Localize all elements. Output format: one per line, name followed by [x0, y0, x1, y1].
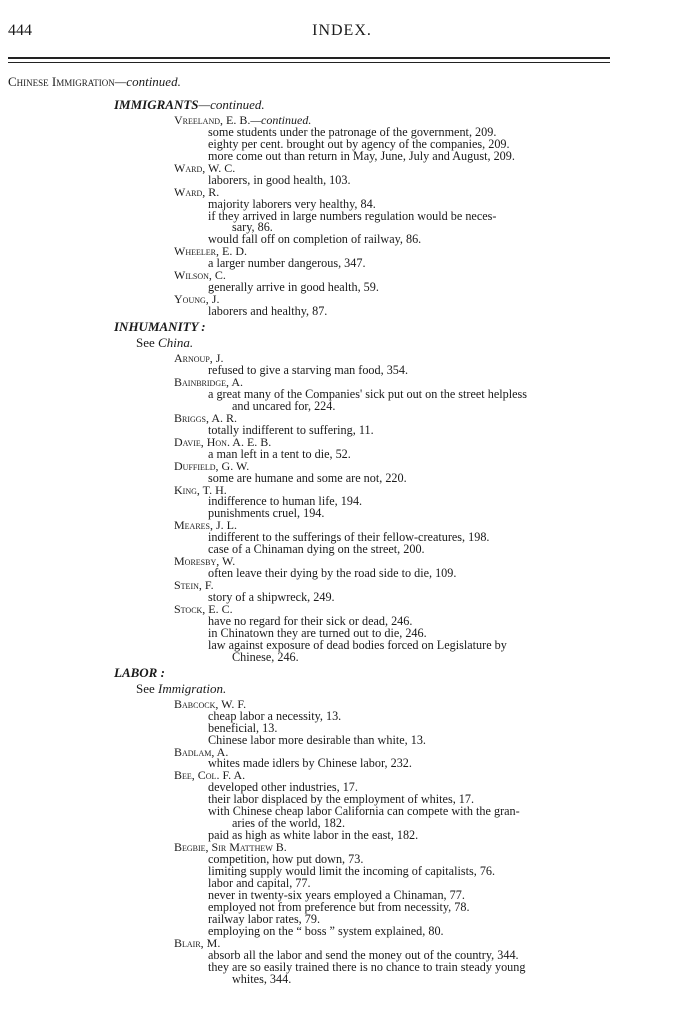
entry-item: limiting supply would limit the incoming of capitalists, 76.	[208, 864, 496, 879]
entry-item: paid as high as white labor in the east, 182.	[208, 828, 419, 843]
page-number: 444	[8, 22, 32, 39]
entry-item: they are so easily trained there is no chance to train steady young	[208, 959, 526, 974]
entry-item: railway labor rates, 79.	[208, 911, 321, 926]
entry-name: Duffield, G. W.	[174, 458, 250, 473]
main-heading: Chinese Immigration—continued.	[8, 74, 181, 89]
entry-name: Blair, M.	[174, 935, 221, 950]
entry-item: would fall off on completion of railway, 86.	[208, 232, 422, 247]
entry-name: Davie, Hon. A. E. B.	[174, 434, 272, 449]
entry-item-cont: whites, 344.	[232, 971, 292, 986]
entry-item: with Chinese cheap labor California can compete with the gran-	[208, 804, 520, 819]
header-rule-thin	[8, 62, 610, 63]
entry-name: Begbie, Sir Matthew B.	[174, 840, 287, 855]
see-reference: See Immigration.	[136, 680, 227, 696]
entry-item: indifferent to the sufferings of their fellow-creatures, 198.	[208, 530, 490, 545]
entry-name: Badlam, A.	[174, 744, 229, 759]
entry-name: Ward, W. C.	[174, 160, 236, 175]
subheading-labor: LABOR :	[114, 664, 165, 680]
entry-item: cheap labor a necessity, 13.	[208, 708, 342, 723]
entry-item: Chinese labor more desirable than white, 13.	[208, 732, 426, 747]
entry-name: Young, J.	[174, 292, 220, 307]
entry-item: a larger number dangerous, 347.	[208, 256, 366, 271]
entry-name: Babcock, W. F.	[174, 696, 247, 711]
entry-item: some are humane and some are not, 220.	[208, 470, 407, 485]
entry-item: more come out than return in May, June, July and August, 209.	[208, 148, 515, 163]
entry-item-cont: aries of the world, 182.	[232, 816, 346, 831]
entry-item: often leave their dying by the road side to die, 109.	[208, 566, 457, 581]
entry-item: a man left in a tent to die, 52.	[208, 446, 351, 461]
entry-item: have no regard for their sick or dead, 246.	[208, 613, 413, 628]
entry-item: their labor displaced by the employment of whites, 17.	[208, 792, 475, 807]
entry-item: laborers and healthy, 87.	[208, 304, 328, 319]
entry-item: generally arrive in good health, 59.	[208, 280, 379, 295]
entry-item: competition, how put down, 73.	[208, 852, 364, 867]
entry-item: employed not from preference but from necessity, 78.	[208, 899, 470, 914]
entry-name: Briggs, A. R.	[174, 410, 238, 425]
entry-item-cont: and uncared for, 224.	[232, 398, 336, 413]
entry-item: some students under the patronage of the government, 209.	[208, 124, 497, 139]
index-body	[0, 76, 684, 986]
entry-item: in Chinatown they are turned out to die, 246.	[208, 625, 427, 640]
entry-item: employing on the “ boss ” system explained, 80.	[208, 923, 444, 938]
entry-item: punishments cruel, 194.	[208, 506, 325, 521]
entry-item: eighty per cent. brought out by agency of the companies, 209.	[208, 136, 510, 151]
entry-item: law against exposure of dead bodies forced on Legislature by	[208, 637, 507, 652]
page-title: INDEX.	[312, 22, 372, 39]
entry-name: Meares, J. L.	[174, 518, 238, 533]
entry-name: King, T. H.	[174, 482, 227, 497]
entry-item: absorb all the labor and send the money out of the country, 344.	[208, 947, 519, 962]
subheading-inhumanity: INHUMANITY :	[114, 319, 206, 335]
entry-item: refused to give a starving man food, 354.	[208, 362, 409, 377]
entry-item: majority laborers very healthy, 84.	[208, 196, 376, 211]
entry-name: Stock, E. C.	[174, 602, 233, 617]
entry-name: Bainbridge, A.	[174, 374, 244, 389]
entry-name: Ward, R.	[174, 184, 220, 199]
subheading-immigrants: IMMIGRANTS—continued.	[114, 96, 265, 112]
entry-item: beneficial, 13.	[208, 720, 278, 735]
entry-item: totally indifferent to suffering, 11.	[208, 422, 374, 437]
entry-item: indifference to human life, 194.	[208, 494, 363, 509]
page-header	[8, 22, 676, 46]
entry-item-cont: sary, 86.	[232, 220, 273, 235]
entry-item: story of a shipwreck, 249.	[208, 590, 335, 605]
entry-item: developed other industries, 17.	[208, 780, 358, 795]
entry-item: labor and capital, 77.	[208, 876, 311, 890]
entry-item: case of a Chinaman dying on the street, 200.	[208, 542, 425, 557]
entry-name: Wheeler, E. D.	[174, 244, 247, 259]
entry-item: whites made idlers by Chinese labor, 232.	[208, 756, 412, 771]
entry-item-cont: Chinese, 246.	[232, 649, 299, 664]
see-reference: See China.	[136, 335, 194, 351]
header-rule-thick	[8, 57, 610, 59]
entry-item: if they arrived in large numbers regulation would be neces-	[208, 208, 497, 223]
entry-name: Vreeland, E. B.—continued.	[174, 112, 312, 127]
entry-name: Stein, F.	[174, 578, 214, 593]
entry-name: Bee, Col. F. A.	[174, 768, 246, 783]
entry-name: Moresby, W.	[174, 554, 236, 569]
entry-name: Arnoup, J.	[174, 351, 224, 366]
entry-item: a great many of the Companies' sick put out on the street helpless	[208, 386, 527, 401]
entry-item: never in twenty-six years employed a Chinaman, 77.	[208, 887, 465, 902]
entry-item: laborers, in good health, 103.	[208, 172, 351, 187]
entry-name: Wilson, C.	[174, 268, 226, 283]
